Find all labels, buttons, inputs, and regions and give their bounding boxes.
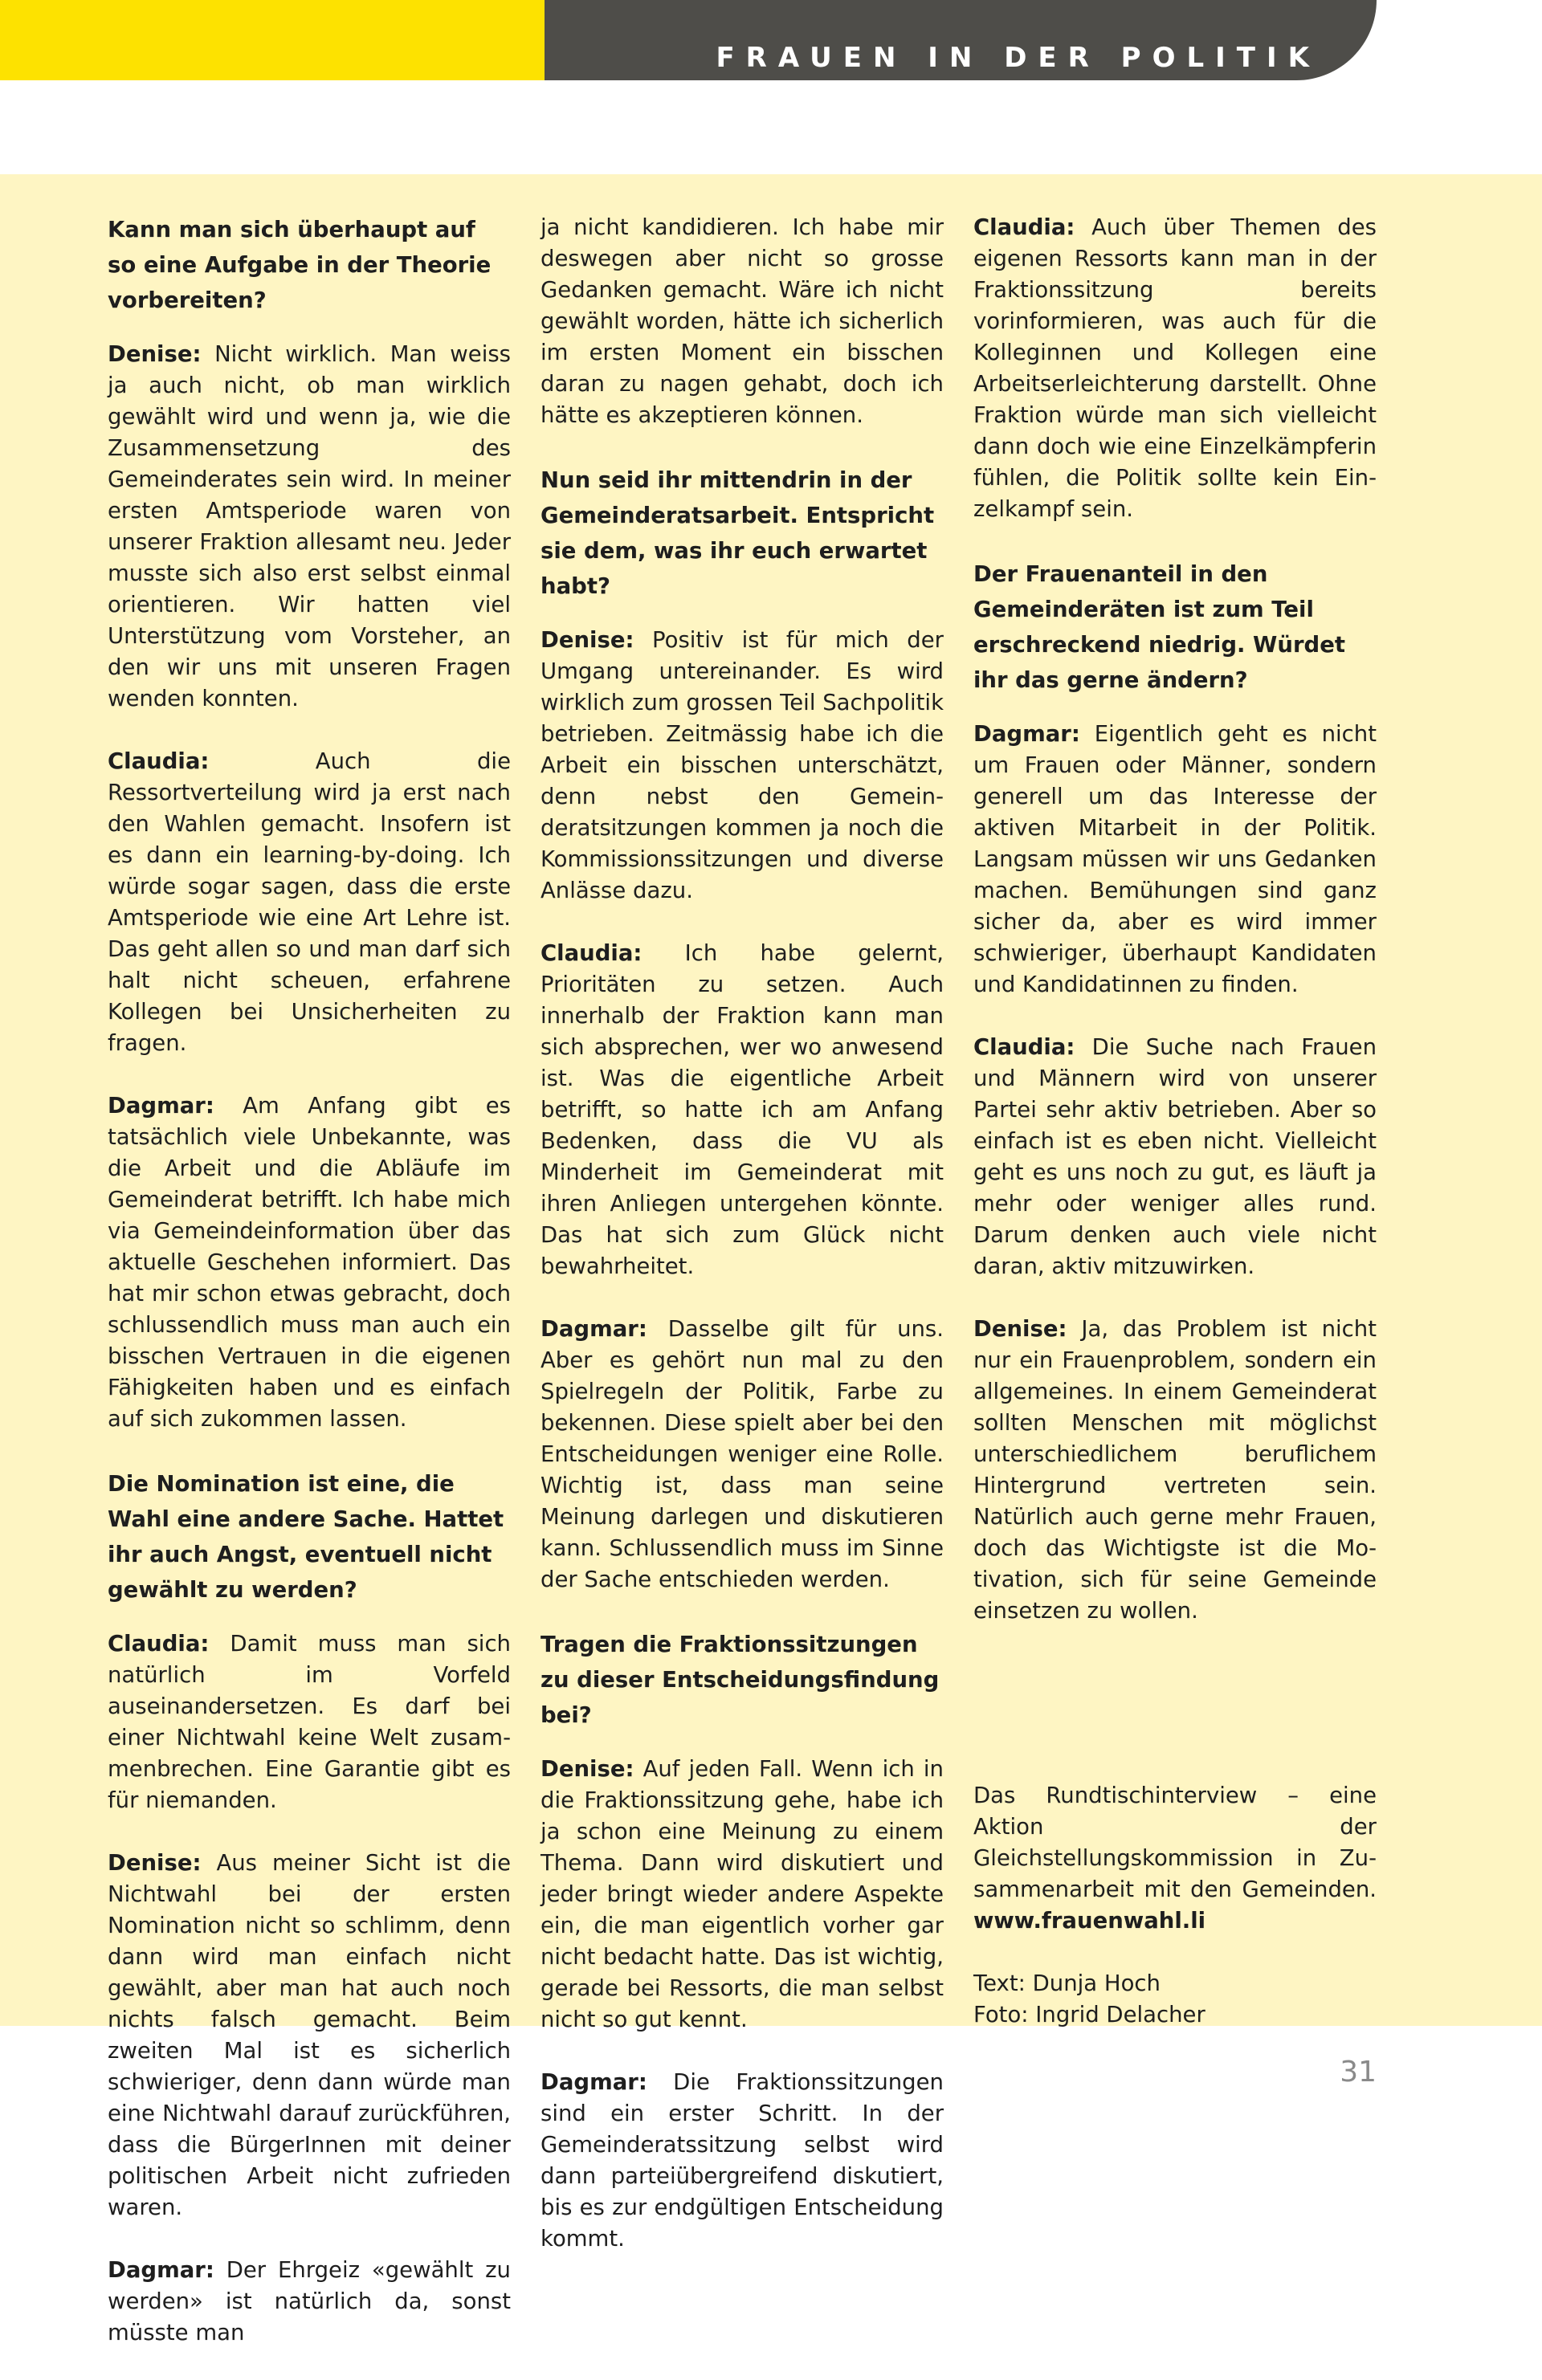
answer-text: Eigentlich geht es nicht um Frauen oder Männer, sondern generell um das Interesse der aktiven Mitarbeit in der Politik. Langsam müssen wir uns Gedanken machen. Bemühungen sind ganz sicher da, aber es wird immer schwieriger, überhaupt Kandidaten und Kandidatinnen zu finden. bbox=[973, 721, 1377, 997]
answer-text: Ja, das Problem ist nicht nur ein Frauenproblem, sondern ein allgemeines. In einem Gemeinderat sollten Menschen mit möglichst unterschiedlichem beruflichem Hintergrund vertreten sein. Natürlich auch gerne mehr Frauen, doch das Wichtigste ist die Motivation, sich für seine Gemeinde einsetzen zu wollen. bbox=[973, 1316, 1377, 1624]
speaker-name: Claudia: bbox=[973, 214, 1075, 240]
interview-answer bbox=[973, 1032, 1377, 1282]
page-number: 31 bbox=[1340, 2056, 1377, 2089]
interview-question: Die Nomination ist eine, die Wahl eine andere Sache. Hattet ihr auch Angst, eventuell nicht gewählt zu werden? bbox=[108, 1471, 504, 1603]
interview-answer bbox=[541, 212, 944, 431]
interview-question: Der Frauenanteil in den Gemeinderäten ist zum Teil erschreckend niedrig. Würdet ihr das gerne ändern? bbox=[973, 561, 1346, 693]
speaker-name: Denise: bbox=[973, 1316, 1067, 1342]
interview-answer bbox=[541, 625, 944, 907]
speaker-name: Dagmar: bbox=[108, 1093, 214, 1119]
article-column-1 bbox=[108, 212, 511, 2380]
answer-text: Ich habe gelernt, Prioritäten zu setzen. Auch innerhalb der Fraktion kann man sich absprechen, wer wo anwesend ist. Was die eigentliche Arbeit betrifft, so hatte ich am Anfang Bedenken, dass die VU als Minderheit im Gemeinderat mit ihren Anliegen untergehen könnte. Das hat sich zum Glück nicht bewahrheitet. bbox=[541, 940, 944, 1279]
answer-text: Dasselbe gilt für uns. Aber es gehört nun mal zu den Spielregeln der Politik, Farbe zu bekennen. Diese spielt aber bei den Entscheidungen weniger eine Rolle. Wichtig ist, dass man seine Meinung darlegen und diskutieren kann. Schlussendlich muss im Sinne der Sache entschieden werden. bbox=[541, 1316, 944, 1592]
credits-note: Das Rundtischinterview – eine Aktion der Gleichstellungskommission in Zusammenarbeit mit den Gemeinden. www.frauenwahl.li bbox=[973, 1783, 1377, 1934]
interview-answer bbox=[541, 1754, 944, 2036]
answer-text: Damit muss man sich natürlich im Vorfeld auseinandersetzen. Es darf bei einer Nichtwahl keine Welt zusammenbrechen. Eine Garantie gibt es für niemanden. bbox=[108, 1631, 511, 1813]
answer-text: Aus meiner Sicht ist die Nichtwahl bei der ersten Nomination nicht so schlimm, denn dann wird man einfach nicht gewählt, aber man hat auch noch nichts falsch gemacht. Beim zweiten Mal ist es sicherlich schwieriger, denn dann würde man eine Nichtwahl darauf zurückführen, dass die BürgerInnen mit deiner politischen Arbeit nicht zufrieden waren. bbox=[108, 1850, 511, 2220]
speaker-name: Denise: bbox=[108, 341, 202, 367]
interview-answer bbox=[108, 1848, 511, 2223]
website-link[interactable]: www.frauenwahl.li bbox=[973, 1908, 1206, 1934]
interview-answer bbox=[973, 1314, 1377, 1627]
answer-text: Der Ehrgeiz «gewählt zu werden» ist natürlich da, sonst müsste man bbox=[108, 2257, 511, 2345]
interview-answer bbox=[108, 339, 511, 715]
interview-answer bbox=[973, 719, 1377, 1000]
speaker-name: Dagmar: bbox=[973, 721, 1080, 747]
speaker-name: Denise: bbox=[108, 1850, 202, 1876]
speaker-name: Denise: bbox=[541, 1756, 634, 1782]
credits-box bbox=[973, 1780, 1377, 2031]
article-column-2 bbox=[541, 212, 944, 2286]
text-credit: Text: Dunja Hoch bbox=[973, 1970, 1161, 1996]
interview-answer bbox=[108, 1628, 511, 1816]
interview-answer bbox=[108, 1090, 511, 1435]
speaker-name: Claudia: bbox=[108, 748, 210, 774]
answer-text: ja nicht kandidieren. Ich habe mir deswegen aber nicht so grosse Gedanken gemacht. Wäre ich nicht gewählt worden, hätte ich sicherlich im ersten Moment ein bisschen daran zu nagen gehabt, doch ich hätte es akzeptieren können. bbox=[541, 214, 944, 428]
answer-text: Nicht wirklich. Man weiss ja auch nicht, ob man wirklich gewählt wird und wenn ja, wie die Zusammensetzung des Gemeinderates sein wird. In meiner ersten Amtsperiode waren von unserer Fraktion allesamt neu. Jeder musste sich also erst selbst einmal orientieren. Wir hatten viel Unterstützung vom Vorsteher, an den wir uns mit unseren Fragen wenden konnten. bbox=[108, 341, 511, 711]
section-title: FRAUEN IN DER POLITIK bbox=[716, 42, 1320, 74]
answer-text: Am Anfang gibt es tatsächlich viele Unbekannte, was die Arbeit und die Abläufe im Gemeinderat betrifft. Ich habe mich via Gemeindeinformation über das aktuelle Geschehen informiert. Das hat mir schon etwas gebracht, doch schlussendlich muss man auch ein bisschen Vertrauen in die eigenen Fähigkeiten haben und es einfach auf sich zukommen lassen. bbox=[108, 1093, 511, 1432]
answer-text: Auf jeden Fall. Wenn ich in die Fraktionssitzung gehe, habe ich ja schon eine Meinung zu einem Thema. Dann wird diskutiert und jeder bringt wieder andere Aspekte ein, die man eigentlich vorher gar nicht bedacht hatte. Das ist wichtig, gerade bei Ressorts, die man selbst nicht so gut kennt. bbox=[541, 1756, 944, 2032]
speaker-name: Claudia: bbox=[541, 940, 642, 966]
speaker-name: Dagmar: bbox=[541, 1316, 647, 1342]
answer-text: Auch über Themen des eigenen Ressorts kann man in der Fraktionssitzung bereits vorinformieren, was auch für die Kolleginnen und Kollegen eine Arbeitserleichterung darstellt. Ohne Fraktion würde man sich vielleicht dann doch wie eine Einzelkämpferin fühlen, die Politik sollte kein Einzelkampf sein. bbox=[973, 214, 1377, 522]
answer-text: Die Fraktionssitzungen sind ein erster Schritt. In der Gemeinderatssitzung selbst wird dann parteiübergreifend diskutiert, bis es zur endgültigen Entscheidung kommt. bbox=[541, 2069, 944, 2252]
answer-text: Auch die Ressortverteilung wird ja erst nach den Wahlen gemacht. Insofern ist es dann ein learning-by-doing. Ich würde sogar sagen, dass die erste Amtsperiode wie eine Art Lehre ist. Das geht allen so und man darf sich halt nicht scheuen, erfahrene Kollegen bei Unsicherheiten zu fragen. bbox=[108, 748, 511, 1056]
speaker-name: Denise: bbox=[541, 627, 634, 653]
interview-answer bbox=[108, 2255, 511, 2349]
answer-text: Die Suche nach Frauen und Männern wird von unserer Partei sehr aktiv betrieben. Aber so einfach ist es eben nicht. Vielleicht geht es uns noch zu gut, es läuft ja mehr oder weniger alles rund. Darum denken auch viele nicht daran, aktiv mitzuwirken. bbox=[973, 1034, 1377, 1279]
interview-question: Tragen die Fraktionssitzungen zu dieser Entscheidungsfindung bei? bbox=[541, 1632, 940, 1728]
interview-answer bbox=[108, 746, 511, 1059]
article-column-3 bbox=[973, 212, 1377, 1658]
yellow-corner-tab bbox=[0, 0, 545, 80]
interview-answer bbox=[541, 2067, 944, 2255]
photo-credit: Foto: Ingrid Delacher bbox=[973, 2002, 1205, 2027]
interview-question: Kann man sich überhaupt auf so eine Aufgabe in der Theorie vorbereiten? bbox=[108, 217, 492, 313]
speaker-name: Claudia: bbox=[973, 1034, 1075, 1060]
interview-question: Nun seid ihr mittendrin in der Gemeinderatsarbeit. Entspricht sie dem, was ihr euch erwartet habt? bbox=[541, 467, 935, 599]
speaker-name: Claudia: bbox=[108, 1631, 210, 1657]
speaker-name: Dagmar: bbox=[541, 2069, 647, 2095]
interview-answer bbox=[541, 1314, 944, 1595]
interview-answer bbox=[973, 212, 1377, 525]
section-header-bar bbox=[545, 0, 1377, 80]
speaker-name: Dagmar: bbox=[108, 2257, 214, 2283]
interview-answer bbox=[541, 938, 944, 1282]
answer-text: Positiv ist für mich der Umgang untereinander. Es wird wirklich zum grossen Teil Sachpolitik betrieben. Zeitmässig habe ich die Arbeit ein bisschen unterschätzt, denn nebst den Gemeinderatsitzungen kommen ja noch die Kommissionssitzungen und diverse Anlässe dazu. bbox=[541, 627, 944, 903]
